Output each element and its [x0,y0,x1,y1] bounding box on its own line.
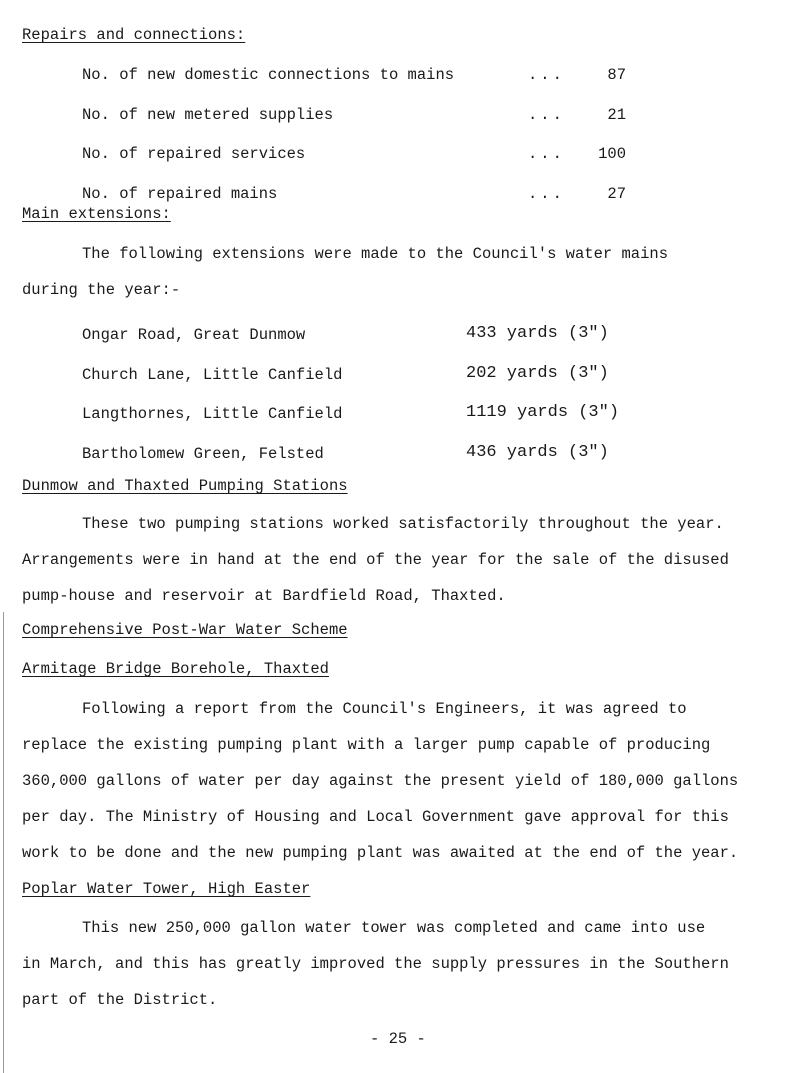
scan-margin-line [3,612,4,1073]
repairs-label: No. of repaired mains [82,185,278,203]
heading-pumping-stations: Dunmow and Thaxted Pumping Stations [22,477,348,495]
repairs-label: No. of repaired services [82,145,306,163]
extension-location: Bartholomew Green, Felsted [82,445,324,463]
armitage-paragraph [22,691,782,871]
poplar-paragraph [22,910,782,1018]
heading-post-war-scheme: Comprehensive Post-War Water Scheme [22,621,348,639]
extension-length: 1119 yards (3") [466,403,620,422]
leader-dots: ... [528,185,565,203]
extensions-intro-text: The following extensions were made to the Council's water mains [82,245,668,263]
heading-main-extensions: Main extensions: [22,205,171,223]
armitage-text-4: per day. The Ministry of Housing and Local Government gave approval for this [22,808,729,826]
pumping-text-3: pump-house and reservoir at Bardfield Road, Thaxted. [22,587,506,605]
extension-length: 433 yards (3") [466,324,609,343]
repairs-label: No. of new metered supplies [82,106,334,124]
heading-poplar-tower: Poplar Water Tower, High Easter [22,880,311,898]
heading-armitage-bridge: Armitage Bridge Borehole, Thaxted [22,660,329,678]
poplar-text-3: part of the District. [22,991,218,1009]
poplar-text-1: This new 250,000 gallon water tower was completed and came into use [82,919,706,937]
repairs-value: 87 [607,66,626,84]
repairs-value: 27 [607,185,626,203]
leader-dots: ... [528,66,565,84]
repairs-value: 21 [607,106,626,124]
poplar-text-2: in March, and this has greatly improved the supply pressures in the Southern [22,955,729,973]
extensions-intro-text-2: during the year:- [22,281,181,299]
pumping-text-1: These two pumping stations worked satisfactorily throughout the year. [82,515,724,533]
extension-location: Church Lane, Little Canfield [82,366,343,384]
heading-repairs: Repairs and connections: [22,26,246,44]
repairs-label: No. of new domestic connections to mains [82,66,455,84]
armitage-text-5: work to be done and the new pumping plant was awaited at the end of the year. [22,844,739,862]
armitage-text-1: Following a report from the Council's Engineers, it was agreed to [82,700,687,718]
pumping-paragraph [22,506,782,614]
armitage-text-2: replace the existing pumping plant with a larger pump capable of producing [22,736,711,754]
pumping-text-2: Arrangements were in hand at the end of the year for the sale of the disused [22,551,729,569]
page-number: - 25 - [370,1030,426,1048]
extensions-intro [22,236,782,308]
extension-length: 436 yards (3") [466,443,609,462]
extension-location: Ongar Road, Great Dunmow [82,326,306,344]
extension-location: Langthornes, Little Canfield [82,405,343,423]
repairs-value: 100 [598,145,626,163]
extension-length: 202 yards (3") [466,364,609,383]
leader-dots: ... [528,106,565,124]
armitage-text-3: 360,000 gallons of water per day against the present yield of 180,000 gallons [22,772,739,790]
leader-dots: ... [528,145,565,163]
